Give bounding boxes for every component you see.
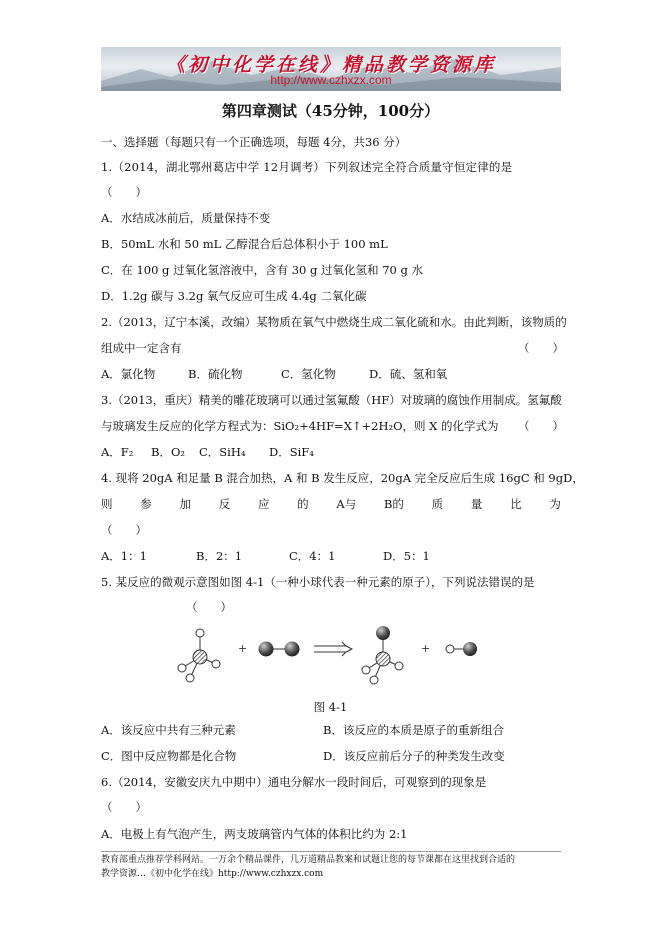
footer-line-2[interactable]: 教学资源…《初中化学在线》http://www.czhxzx.com	[101, 869, 324, 879]
q4-option-c: C．4：1	[289, 549, 336, 563]
q3-option-b: B．O₂	[151, 445, 185, 459]
banner-url[interactable]: http://www.czhxzx.com	[270, 73, 392, 87]
q4-word: 比	[510, 497, 522, 511]
footer-divider	[101, 851, 561, 852]
q3-option-c: C．SiH₄	[199, 445, 246, 459]
q5-stem: 5. 某反应的微观示意图如图 4-1（一种小球代表一种元素的原子），下列说法错误的是	[101, 575, 535, 589]
q6-option-a: A．电极上有气泡产生，两支玻璃管内气体的体积比约为 2:1	[101, 827, 408, 841]
q3-answer-paren: （ ）	[518, 419, 564, 433]
q5-option-d: D．该反应前后分子的种类发生改变	[323, 749, 505, 763]
q4-option-b: B．2：1	[196, 549, 243, 563]
section-heading: 一、选择题（每题只有一个正确选项，每题 4分，共36 分）	[101, 135, 407, 149]
q6-stem: 6.（2014，安徽安庆九中期中）通电分解水一段时间后，可观察到的现象是	[101, 775, 487, 789]
q1-option-b: B．50mL 水和 50 mL 乙醇混合后总体积小于 100 mL	[101, 237, 388, 251]
q4-word: 的	[297, 497, 309, 511]
reaction-arrow-icon	[314, 642, 352, 656]
q2-option-a: A．氯化物	[101, 367, 156, 381]
q2-stem-line1: 2.（2013，辽宁本溪，改编）某物质在氧气中燃烧生成二氧化硫和水。由此判断，该物质的	[101, 315, 567, 329]
q4-options	[101, 548, 561, 564]
q4-word: 应	[257, 497, 270, 511]
q5-option-c: C．图中反应物都是化合物	[101, 749, 237, 763]
figure-caption: 图 4-1	[313, 700, 348, 714]
q4-word: 加	[179, 497, 191, 511]
q6-answer-paren: （ ）	[101, 800, 147, 814]
q1-option-a: A．水结成冰前后，质量保持不变	[101, 211, 271, 225]
q2-options	[101, 366, 561, 382]
header-banner	[101, 47, 561, 91]
q4-answer-paren: （ ）	[101, 523, 147, 537]
q2-stem-line2: 组成中一定含有	[101, 341, 182, 355]
q4-word: 为	[549, 497, 561, 511]
q5-options-row2	[101, 748, 561, 764]
q1-option-c: C．在 100 g 过氧化氢溶液中，含有 30 g 过氧化氢和 70 g 水	[101, 263, 423, 277]
q2-option-c: C．氢化物	[281, 367, 336, 381]
q4-word: 参	[140, 497, 152, 511]
product-molecule-1	[362, 626, 403, 684]
q4-word: 反	[218, 497, 231, 511]
q4-word: 质	[431, 497, 444, 511]
banner-title: 《初中化学在线》精品教学资源库	[165, 54, 496, 76]
q5-answer-paren: （ ）	[186, 600, 232, 614]
plus-icon: +	[238, 642, 248, 655]
q2-option-b: B．硫化物	[188, 367, 243, 381]
q4-stem-line2	[101, 496, 561, 512]
q4-word: 则	[101, 497, 113, 511]
reaction-diagram	[168, 620, 528, 690]
q4-word: A与	[336, 497, 357, 511]
q5-option-b: B．该反应的本质是原子的重新组合	[323, 723, 504, 737]
q4-option-a: A．1：1	[101, 549, 147, 563]
page-title: 第四章测试（45分钟，100分）	[221, 102, 440, 120]
q5-options-row1	[101, 722, 561, 738]
q4-word: B的	[383, 497, 404, 511]
q3-stem-line1: 3.（2013，重庆）精美的雕花玻璃可以通过氢氟酸（HF）对玻璃的腐蚀作用制成。氢氟酸	[101, 393, 562, 407]
q3-options	[101, 444, 561, 460]
q1-option-d: D．1.2g 碳与 3.2g 氧气反应可生成 4.4g 二氧化碳	[101, 289, 367, 303]
q3-option-a: A．F₂	[101, 445, 134, 459]
q3-stem-line2: 与玻璃发生反应的化学方程式为：SiO₂+4HF=X↑+2H₂O，则 X 的化学式为	[101, 419, 499, 433]
q5-option-a: A．该反应中共有三种元素	[101, 723, 236, 737]
footer-line-1: 教育部重点推荐学科网站。一万余个精品课件，几万道精品教案和试题让您的每节课都在这里找到合适的	[101, 855, 516, 865]
q1-answer-paren: （ ）	[101, 185, 147, 199]
q4-stem-line1: 4. 现将 20gA 和足量 B 混合加热，A 和 B 发生反应，20gA 完全反应后生成 16gC 和 9gD，	[101, 471, 584, 485]
q4-option-d: D．5：1	[383, 549, 430, 563]
reactant-molecule-1	[178, 629, 220, 682]
q2-answer-paren: （ ）	[518, 341, 564, 355]
plus-icon: +	[421, 642, 431, 655]
q2-option-d: D．硫、氢和氧	[369, 367, 448, 381]
q3-option-d: D．SiF₄	[269, 445, 314, 459]
q4-word: 量	[470, 497, 483, 511]
reactant-molecule-2	[259, 642, 300, 657]
q1-stem: 1.（2014，湖北鄂州葛店中学 12月调考）下列叙述完全符合质量守恒定律的是	[101, 160, 513, 174]
product-molecule-2	[446, 642, 477, 656]
